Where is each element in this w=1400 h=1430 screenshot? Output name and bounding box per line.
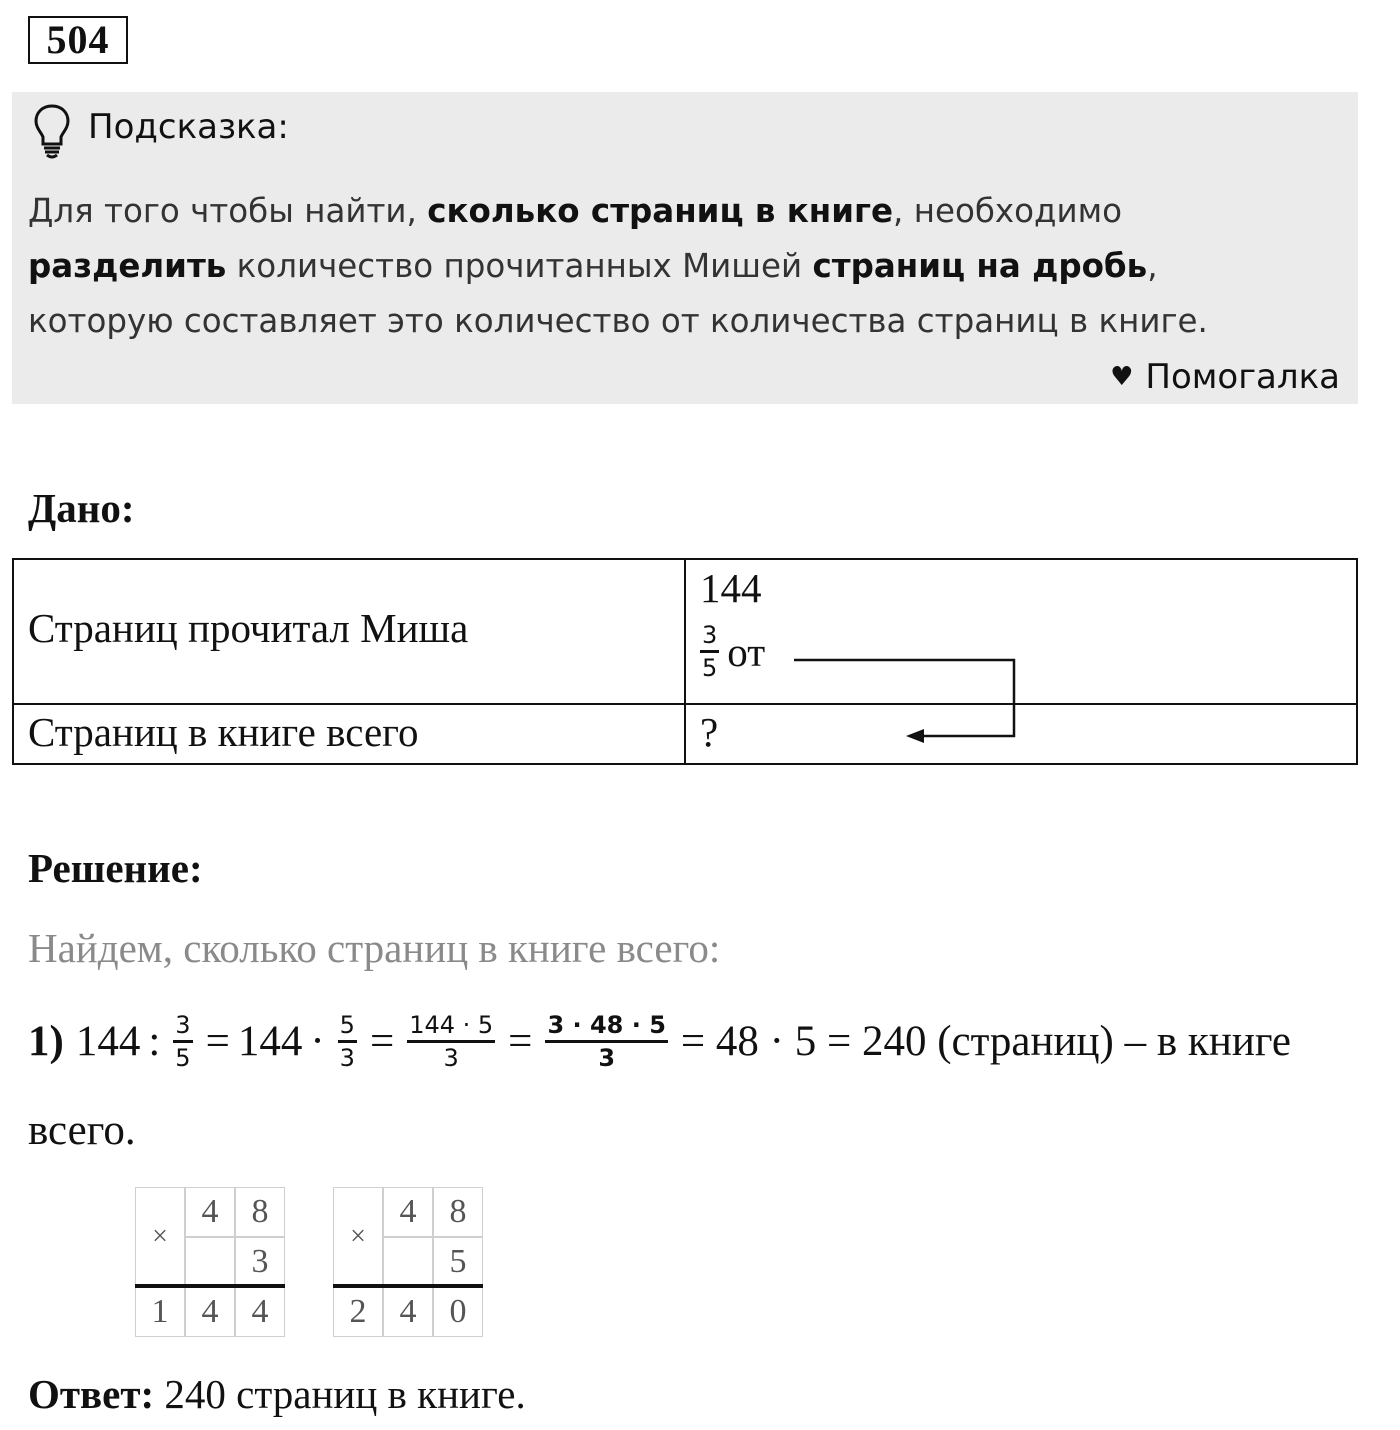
digit-cell: 2 [333,1287,383,1337]
answer-label: Ответ: [28,1371,155,1417]
result-line [333,1284,483,1288]
equation [28,1000,1291,1082]
arrow-connector [12,558,1358,765]
eq-term: 144 [75,1017,141,1065]
answer-text: 240 страниц в книге. [154,1371,526,1417]
given-table [12,558,1358,765]
eq-op: = [205,1017,230,1065]
eq-term: 144 [237,1017,303,1065]
hint-text [28,184,1328,349]
digit-cell: 1 [135,1287,185,1337]
fraction-num: 3 [702,621,718,649]
equation-wrap: всего. [28,1107,136,1154]
hint-title: Подсказка: [88,107,289,147]
digit-cell: 4 [383,1287,433,1337]
eq-op: : [148,1017,161,1065]
task-number: 504 [28,16,128,64]
heart-icon: ♥ [1110,362,1134,392]
given-row1-value: 144 [700,565,762,611]
given-heading: Дано: [28,485,135,531]
digit-cell [185,1237,235,1287]
step-label: 1) [28,1017,64,1065]
digit-cell: 0 [433,1287,483,1337]
lightbulb-icon [32,102,72,160]
result-line [135,1284,285,1288]
multiply-sign: × [135,1187,185,1287]
eq-op: = [508,1017,533,1065]
given-row2-label: Страниц в книге всего [28,709,419,755]
hint-line-2: разделить количество прочитанных Мишей страниц на дробь, [28,247,1158,285]
eq-fraction-4: $\frac{3 \cdot 48 \cdot 5}{3}$ [547,1010,666,1072]
hint-line-3: которую составляет это количество от количества страниц в книге. [28,302,1208,340]
eq-tail: = 48 · 5 = 240 (страниц) – в книге [680,1017,1291,1065]
solution-heading: Решение: [28,845,203,891]
multiply-sign: × [333,1187,383,1287]
eq-op: = [369,1017,395,1065]
brand-name: Помогалка [1145,357,1340,397]
eq-fraction-3: $\frac{144 \cdot 5}{3}$ [409,1010,494,1072]
digit-cell: 4 [235,1287,285,1337]
fraction-den: 5 [702,654,718,682]
digit-cell: 3 [235,1237,285,1287]
eq-op: · [310,1017,325,1065]
solution-intro: Найдем, сколько страниц в книге всего: [28,925,721,971]
digit-cell: 5 [433,1237,483,1287]
digit-cell: 4 [383,1187,433,1237]
answer [28,1370,526,1418]
given-row2-value: ? [700,709,719,755]
column-multiplication-1 [135,1187,285,1337]
eq-fraction-1: $\frac{3}{5}$ [175,1010,191,1072]
hint-line-1: Для того чтобы найти, сколько страниц в книге, необходимо [28,192,1122,230]
digit-cell: 4 [185,1187,235,1237]
given-row1-label: Страниц прочитал Миша [28,605,469,651]
digit-cell: 8 [433,1187,483,1237]
digit-cell: 4 [185,1287,235,1337]
fraction-suffix: от [727,628,766,675]
digit-cell: 8 [235,1187,285,1237]
hint-box [12,92,1358,404]
digit-cell [383,1237,433,1287]
eq-fraction-2: $\frac{5}{3}$ [339,1010,355,1072]
brand-label [1110,354,1340,400]
column-multiplication-2 [333,1187,483,1337]
